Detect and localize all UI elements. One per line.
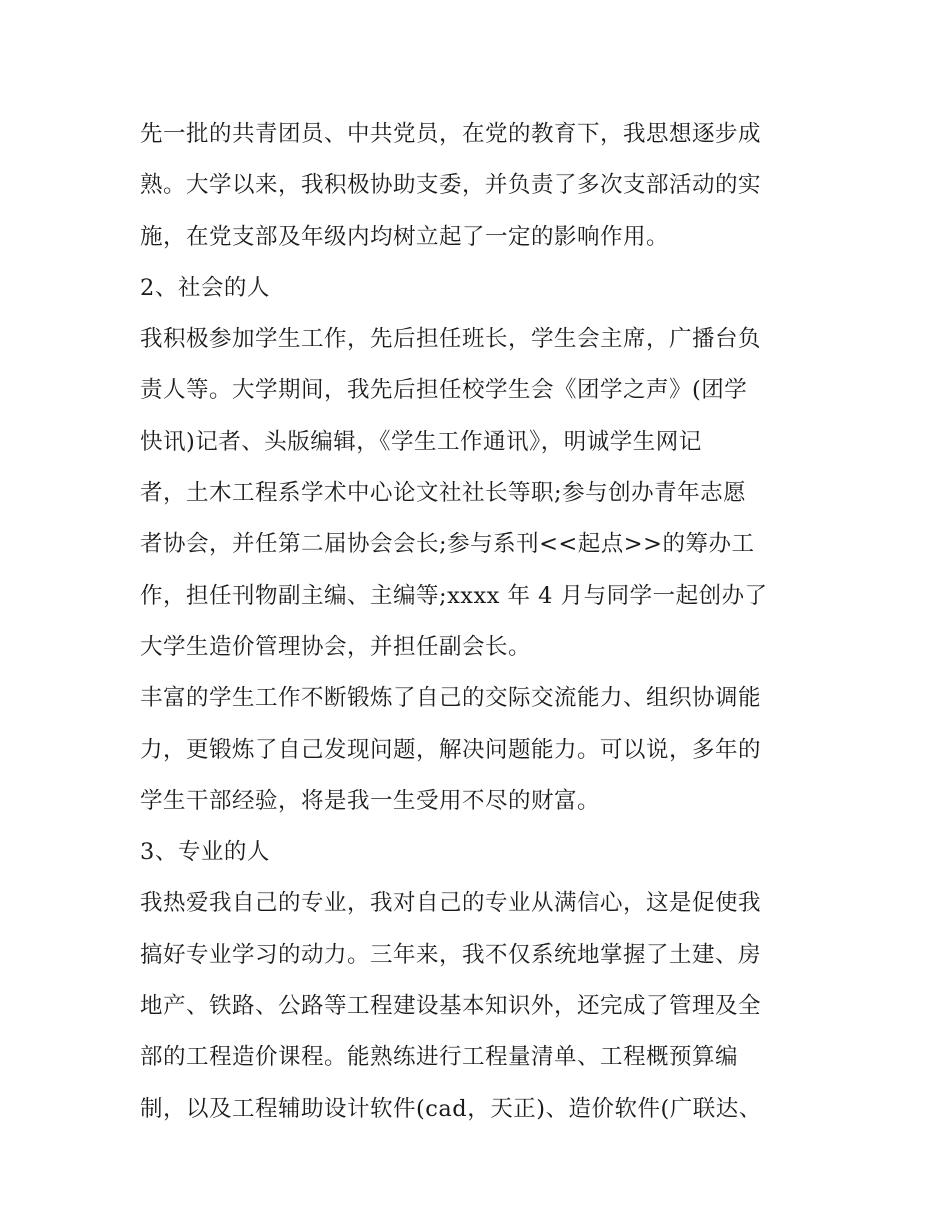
section-heading-social: 2、社会的人 bbox=[140, 274, 270, 301]
body-text-line: 部的工程造价课程。能熟练进行工程量清单、工程概预算编 bbox=[140, 1044, 739, 1071]
body-text-line: 责人等。大学期间，我先后担任校学生会《团学之声》(团学 bbox=[140, 377, 748, 404]
body-text-line: 快讯)记者、头版编辑，《学生工作通讯》，明诚学生网记 bbox=[140, 428, 702, 455]
body-text-line: 地产、铁路、公路等工程建设基本知识外，还完成了管理及全 bbox=[140, 993, 762, 1020]
body-text-line: 学生干部经验，将是我一生受用不尽的财富。 bbox=[140, 787, 601, 814]
body-text-line: 者，土木工程系学术中心论文社社长等职;参与创办青年志愿 bbox=[140, 480, 747, 507]
section-heading-professional: 3、专业的人 bbox=[140, 839, 270, 866]
body-text-line: 制，以及工程辅助设计软件(cad，天正)、造价软件(广联达、 bbox=[140, 1095, 762, 1122]
body-text-line: 先一批的共青团员、中共党员，在党的教育下，我思想逐步成 bbox=[140, 121, 762, 147]
body-text-line: 施，在党支部及年级内均树立起了一定的影响作用。 bbox=[140, 223, 670, 250]
body-text-line: 我热爱我自己的专业，我对自己的专业从满信心，这是促使我 bbox=[140, 890, 762, 917]
body-text-line: 丰富的学生工作不断锻炼了自己的交际交流能力、组织协调能 bbox=[140, 685, 762, 712]
body-text-line: 熟。大学以来，我积极协助支委，并负责了多次支部活动的实 bbox=[140, 172, 762, 199]
body-text-line: 搞好专业学习的动力。三年来，我不仅系统地掌握了土建、房 bbox=[140, 941, 762, 968]
body-text-line: 我积极参加学生工作，先后担任班长，学生会主席，广播台负 bbox=[140, 326, 762, 353]
body-text-line: 力，更锻炼了自己发现问题，解决问题能力。可以说，多年的 bbox=[140, 736, 762, 763]
body-text-line: 者协会，并任第二届协会会长;参与系刊<<起点>>的筹办工 bbox=[140, 531, 755, 558]
body-text-line: 大学生造价管理协会，并担任副会长。 bbox=[140, 633, 532, 660]
document-body bbox=[140, 109, 820, 1135]
body-text-line: 作，担任刊物副主编、主编等;xxxx 年 4 月与同学一起创办了 bbox=[140, 582, 768, 609]
